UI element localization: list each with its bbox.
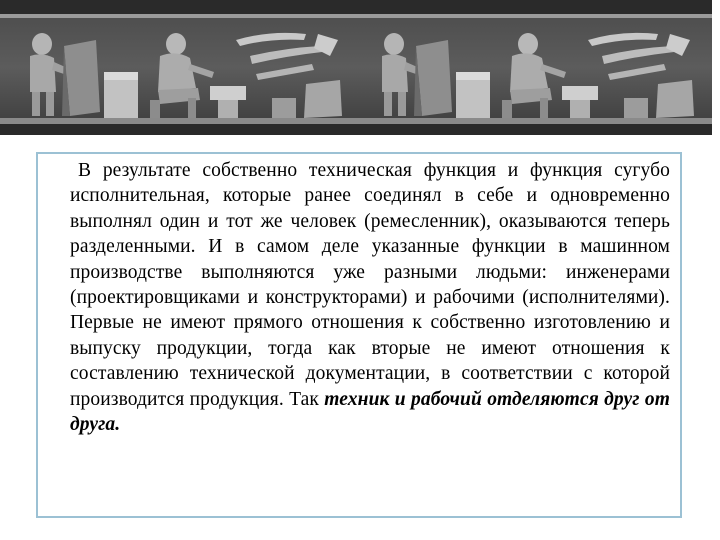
stone-relief-image: [0, 0, 720, 135]
body-paragraph: [70, 158, 670, 437]
text-frame: [36, 152, 682, 518]
paragraph-emphasis: техник и рабочий отделяются друг от друга.: [70, 388, 670, 436]
paragraph-lead: В результате собственно техническая функция и функция сугубо исполнительная, которые ранее соединял в себе и одновременно выполнял один и тот же человек (ремесленник), оказываются теперь разделенными. И в самом деле указанные функции в машинном производстве выполняются уже разными людьми: инженерами (проектировщиками и конструкторами) и рабочими (исполнителями). Первые не имеют прямого отношения к собственно изготовлению и выпуску продукции, тогда как вторые не имеют отношения к составлению технической документации, в соответствии с которой производится продукция. Так: [70, 160, 670, 410]
